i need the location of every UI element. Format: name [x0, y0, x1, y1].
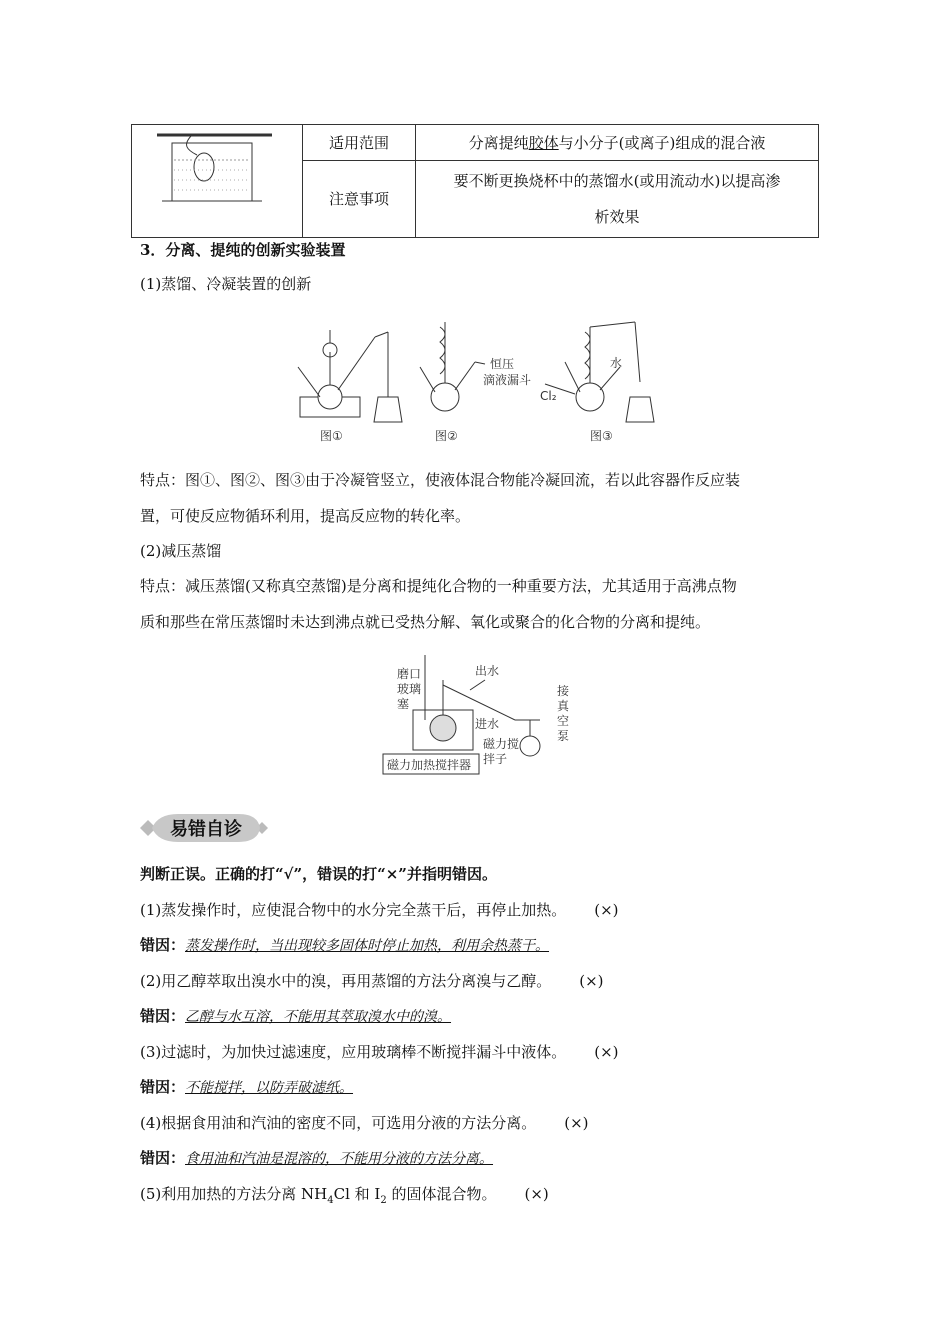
scope-label: 适用范围: [303, 125, 416, 161]
mark-4: (×): [564, 1114, 589, 1132]
fig1-caption: 图①: [320, 429, 343, 443]
subheading-distillation: (1)蒸馏、冷凝装置的创新: [140, 275, 312, 293]
stopper-label-3: 塞: [397, 697, 410, 711]
fig3-caption: 图③: [590, 429, 613, 443]
section-heading: 3．分离、提纯的创新实验装置: [140, 241, 346, 259]
feature1-line2: 置，可使反应物循环利用，提高反应物的转化率。: [140, 507, 471, 525]
mark-2: (×): [579, 972, 604, 990]
fig2-label-a: 恒压: [490, 357, 515, 371]
instruction: 判断正误。正确的打“√”，错误的打“×”并指明错因。: [140, 865, 497, 883]
reflux-apparatus-figure: [290, 312, 670, 447]
scope-value: 分离提纯胶体与小分子(或离子)组成的混合液: [416, 125, 819, 161]
fig2-caption: 图②: [435, 429, 458, 443]
notes-label: 注意事项: [303, 160, 416, 237]
reason-1: 错因：蒸发操作时，当出现较多固体时停止加热，利用余热蒸干。: [140, 936, 550, 954]
question-3: (3)过滤时，为加快过滤速度，应用玻璃棒不断搅拌漏斗中液体。 (×): [140, 1043, 619, 1061]
feature1-line1: 特点：图①、图②、图③由于冷凝管竖立，使液体混合物能冷凝回流，若以此容器作反应装: [140, 471, 741, 489]
stir-bar-label-1: 磁力搅: [483, 737, 520, 751]
pump-label-2: 真: [557, 699, 570, 713]
feature2-line2: 质和那些在常压蒸馏时未达到沸点就已受热分解、氧化或聚合的化合物的分离和提纯。: [140, 613, 711, 631]
question-1: (1)蒸发操作时，应使混合物中的水分完全蒸干后，再停止加热。 (×): [140, 901, 619, 919]
dialysis-table: [131, 124, 819, 238]
mark-3: (×): [594, 1043, 619, 1061]
badge-label: 易错自诊: [170, 819, 242, 840]
reason-3: 错因：不能搅拌，以防弄破滤纸。: [140, 1078, 354, 1096]
self-check-badge: [138, 812, 268, 844]
pump-label-3: 空: [557, 714, 570, 728]
fig3-water-label: 水: [610, 356, 623, 370]
water-out-label: 出水: [475, 664, 500, 678]
stir-bar-label-2: 拌子: [483, 752, 508, 766]
stopper-label-1: 磨口: [397, 667, 422, 681]
question-4: (4)根据食用油和汽油的密度不同，可选用分液的方法分离。 (×): [140, 1114, 589, 1132]
water-in-label: 进水: [475, 717, 500, 731]
reason-2: 错因：乙醇与水互溶，不能用其萃取溴水中的溴。: [140, 1007, 452, 1025]
dialysis-apparatus-figure: [132, 125, 302, 233]
reason-4: 错因：食用油和汽油是混溶的，不能用分液的方法分离。: [140, 1149, 494, 1167]
question-2: (2)用乙醇萃取出溴水中的溴，再用蒸馏的方法分离溴与乙醇。 (×): [140, 972, 604, 990]
subheading-vacuum: (2)减压蒸馏: [140, 542, 222, 560]
stopper-label-2: 玻璃: [397, 682, 422, 696]
fig2-label-b: 滴液漏斗: [483, 373, 532, 387]
fig3-cl2-label: Cl₂: [540, 389, 557, 403]
mark-1: (×): [594, 901, 619, 919]
pump-label-1: 接: [557, 684, 570, 698]
vacuum-distillation-figure: [375, 650, 585, 778]
mark-5: (×): [524, 1185, 549, 1203]
dialysis-figure-cell: [132, 125, 303, 238]
heater-label: 磁力加热搅拌器: [387, 758, 472, 772]
pump-label-4: 泵: [557, 729, 570, 743]
question-5: (5)利用加热的方法分离 $NH_4Cl$ 和 $I_2$ 的固体混合物。 (×): [140, 1185, 549, 1206]
notes-value: 要不断更换烧杯中的蒸馏水(或用流动水)以提高渗 析效果: [416, 160, 819, 237]
feature2-line1: 特点：减压蒸馏(又称真空蒸馏)是分离和提纯化合物的一种重要方法，尤其适用于高沸点物: [140, 577, 737, 595]
